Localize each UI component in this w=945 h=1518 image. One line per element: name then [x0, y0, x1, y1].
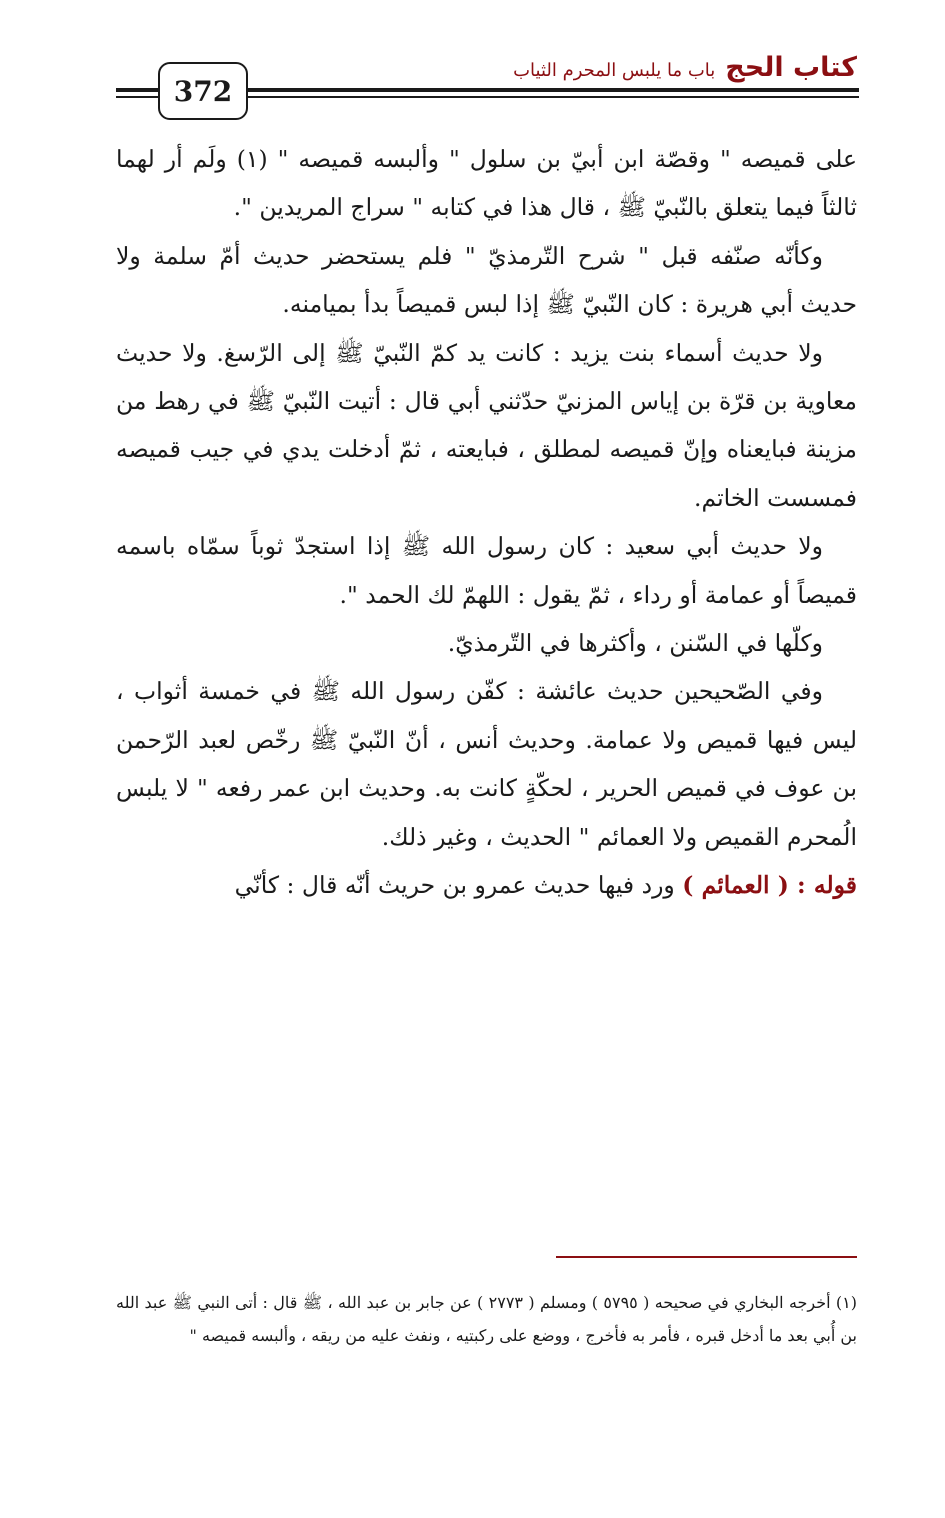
paragraph-6: وفي الصّحيحين حديث عائشة : كفّن رسول الله ﷺ في خمسة أثواب ، ليس فيها قميص ولا عمامة. وحديث أنس ، أنّ النّبيّ ﷺ رخّص لعبد الرّحمن بن عوف في قميص الحرير ، لحكّةٍ كانت به. وحديث ابن عمر رفعه " لا يلبس الُمحرم القميص ولا العمائم " الحديث ، وغير ذلك.	[116, 677, 857, 851]
footnote-separator	[556, 1256, 857, 1258]
paragraph-7	[116, 861, 857, 909]
comment-text: ورد فيها حديث عمرو بن حريث أنّه قال : كأنّي	[234, 871, 675, 900]
page-header	[0, 0, 945, 130]
running-title	[513, 52, 857, 83]
page-number: 372	[158, 62, 248, 120]
book-title: كتاب الحج	[725, 52, 857, 83]
paragraph-2: وكأنّه صنّفه قبل " شرح التّرمذيّ " فلم يستحضر حديث أمّ سلمة ولا حديث أبي هريرة : كان النّبيّ ﷺ إذا لبس قميصاً بدأ بميامنه.	[116, 241, 857, 319]
footnote: (١) أخرجه البخاري في صحيحه ( ٥٧٩٥ ) ومسلم ( ٢٧٧٣ ) عن جابر بن عبد الله ، ﷺ قال : أتى النبي ﷺ عبد الله بن أُبي بعد ما أدخل قبره ، فأمر به فأخرج ، ووضع على ركبتيه ، ونفث عليه من ريقه ، وألبسه قميصه "	[116, 1293, 858, 1345]
paragraph-4: ولا حديث أبي سعيد : كان رسول الله ﷺ إذا استجدّ ثوباً سمّاه باسمه قميصاً أو عمامة أو رداء ، ثمّ يقول : اللهمّ لك الحمد ".	[116, 532, 857, 609]
main-text	[116, 135, 857, 910]
paragraph-1: على قميصه " وقصّة ابن أبيّ بن سلول " وألبسه قميصه " (١) ولَم أر لهما ثالثاً فيما يتعلق بالنّبيّ ﷺ ، قال هذا في كتابه " سراج المريدين ".	[116, 145, 857, 222]
paragraph-5: وكلّها في السّنن ، وأكثرها في التّرمذيّ.	[447, 629, 823, 658]
chapter-title: باب ما يلبس المحرم الثياب	[513, 60, 716, 81]
paragraph-3: ولا حديث أسماء بنت يزيد : كانت يد كمّ النّبيّ ﷺ إلى الرّسغ. ولا حديث معاوية بن قرّة بن إياس المزنيّ حدّثني أبي قال : أتيت النّبيّ ﷺ في رهط من مزينة فبايعناه وإنّ قميصه لمطلق ، فبايعته ، ثمّ أدخلت يدي في جيب قميصه فمسست الخاتم.	[116, 338, 857, 512]
comment-heading: قوله : ( العمائم )	[682, 871, 857, 900]
